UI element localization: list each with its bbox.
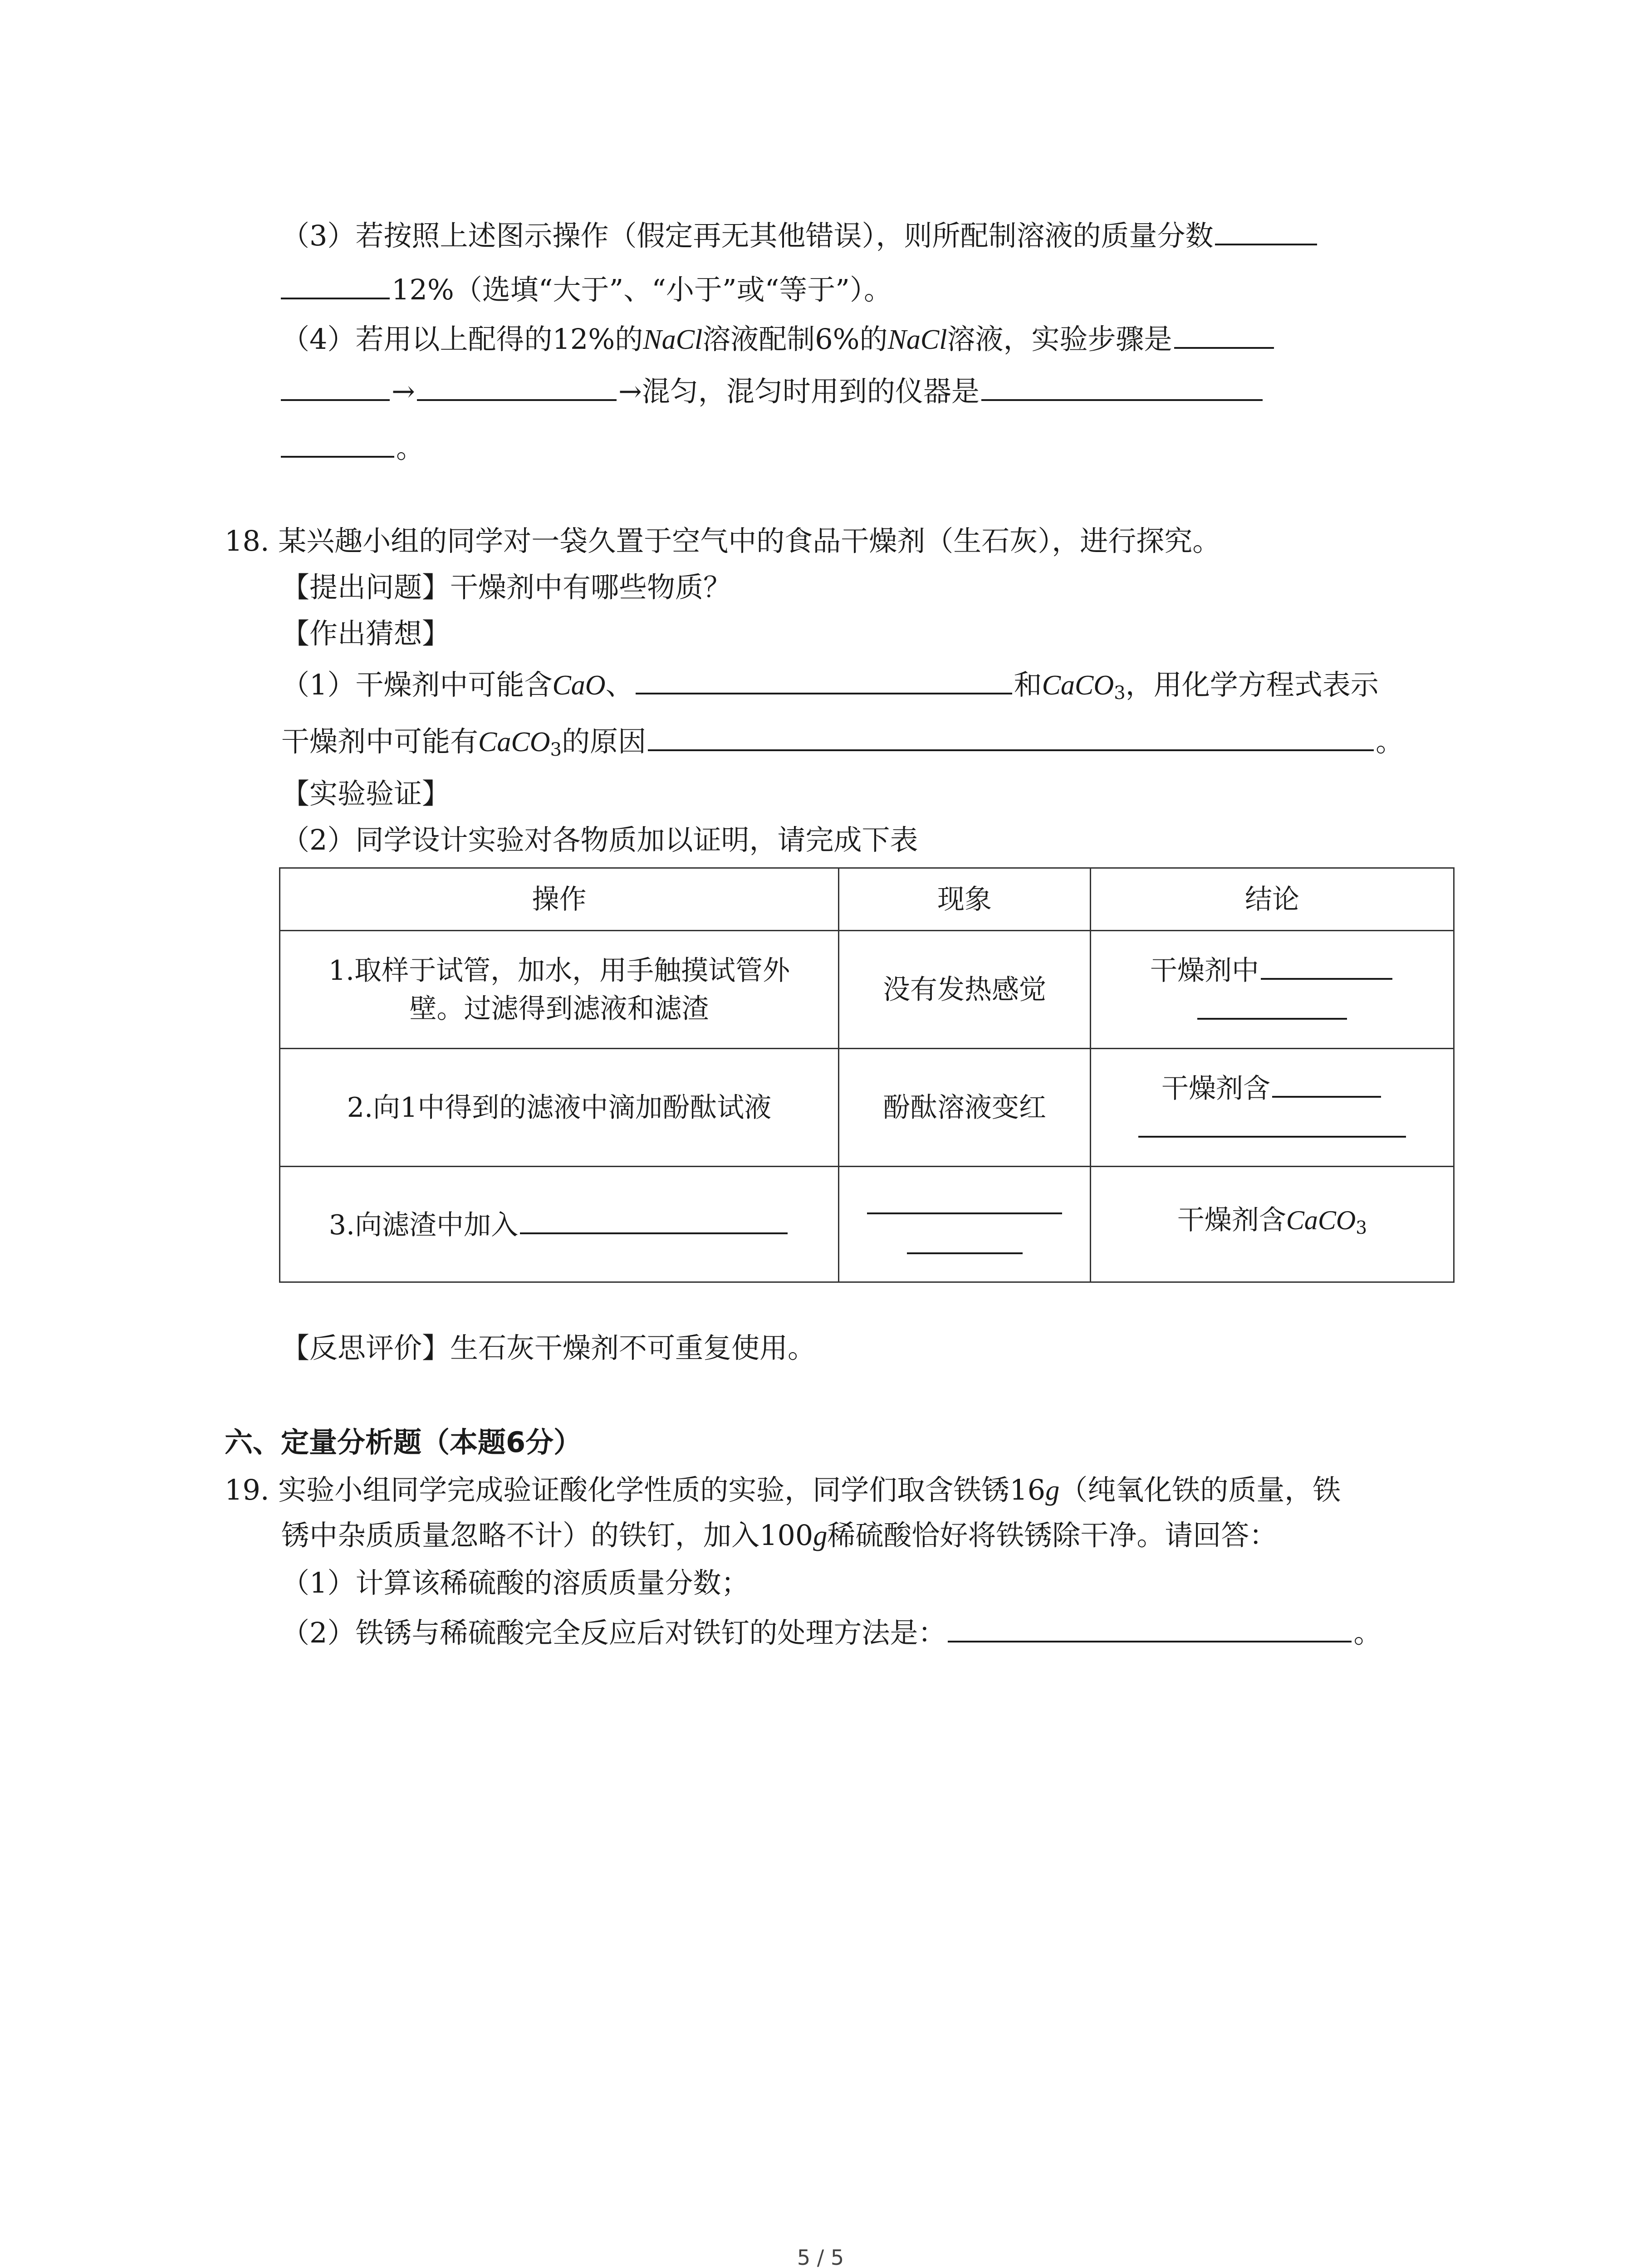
answer-blank[interactable] [907, 1224, 1023, 1254]
cell-conclusion: 干燥剂中 [1091, 931, 1454, 1049]
answer-blank[interactable] [417, 371, 617, 401]
answer-blank[interactable] [281, 428, 394, 458]
table-row [280, 1167, 1454, 1282]
cell-operation: 1.取样于试管，加水，用手触摸试管外 壁。过滤得到滤液和滤渣 [280, 931, 839, 1049]
cell-phenomenon: 没有发热感觉 [839, 931, 1091, 1049]
q18-part1-line1: （1）干燥剂中可能含CaO、 和CaCO$_3$，用化学方程式表示 [281, 665, 1379, 711]
cell-operation: 3.向滤渣中加入 [280, 1167, 839, 1282]
cell-conclusion: 干燥剂含CaCO$_3$ [1091, 1167, 1454, 1282]
answer-blank[interactable] [948, 1613, 1352, 1642]
q18-ask: 【提出问题】干燥剂中有哪些物质？ [281, 571, 732, 604]
page-number: 5 / 5 [797, 2245, 844, 2268]
cell-operation: 2.向1中得到的滤液中滴加酚酞试液 [280, 1049, 839, 1167]
cell-conclusion: 干燥剂含 [1091, 1049, 1454, 1167]
answer-blank[interactable] [1138, 1108, 1406, 1138]
answer-blank[interactable] [1197, 990, 1347, 1020]
answer-blank[interactable] [981, 371, 1263, 401]
answer-blank[interactable] [648, 721, 1374, 751]
q18-part2: （2）同学设计实验对各物质加以证明，请完成下表 [281, 823, 918, 856]
q17-part4-line2: → →混匀，混匀时用到的仪器是 [279, 371, 1264, 410]
q18-guess: 【作出猜想】 [281, 617, 451, 650]
q17-part4-line1: （4）若用以上配得的12%的NaCl溶液配制6%的NaCl溶液，实验步骤是 [281, 319, 1276, 358]
q17-part4-line3: 。 [279, 428, 424, 466]
answer-blank[interactable] [520, 1204, 788, 1234]
answer-blank[interactable] [1215, 215, 1317, 245]
q17-part3-line2: 12%（选填“大于”、“小于”或“等于”）。 [279, 269, 892, 308]
q17-part3-line1: （3）若按照上述图示操作（假定再无其他错误），则所配制溶液的质量分数 [281, 215, 1319, 254]
q18-verify: 【实验验证】 [281, 777, 451, 810]
answer-blank[interactable] [281, 371, 390, 401]
answer-blank[interactable] [1272, 1068, 1381, 1098]
answer-blank[interactable] [1261, 950, 1392, 980]
cell-phenomenon [839, 1167, 1091, 1282]
header-conclusion: 结论 [1091, 868, 1454, 931]
header-phenomenon: 现象 [839, 868, 1091, 931]
q19-part1: （1）计算该稀硫酸的溶质质量分数； [281, 1566, 749, 1599]
table-row [280, 1049, 1454, 1167]
q18-part1-line2: 干燥剂中可能有CaCO$_3$的原因 。 [281, 721, 1404, 768]
q18-reflect: 【反思评价】生石灰干燥剂不可重复使用。 [281, 1331, 816, 1364]
answer-blank[interactable] [636, 665, 1012, 694]
answer-blank[interactable] [1174, 319, 1274, 349]
q19-line1: 19. 实验小组同学完成验证酸化学性质的实验，同学们取含铁锈16g（纯氧化铁的质量，铁 [225, 1473, 1341, 1506]
header-operation: 操作 [280, 868, 839, 931]
q19-part2: （2）铁锈与稀硫酸完全反应后对铁钉的处理方法是： 。 [281, 1613, 1381, 1651]
table-header-row [280, 868, 1454, 931]
answer-blank[interactable] [867, 1184, 1062, 1214]
cell-phenomenon: 酚酞溶液变红 [839, 1049, 1091, 1167]
q19-line2: 锈中杂质质量忽略不计）的铁钉，加入100g稀硫酸恰好将铁锈除干净。请回答： [281, 1519, 1278, 1552]
experiment-table [279, 867, 1455, 1283]
answer-blank[interactable] [281, 269, 390, 299]
q18-intro: 18. 某兴趣小组的同学对一袋久置于空气中的食品干燥剂（生石灰），进行探究。 [225, 524, 1221, 557]
section-title: 六、定量分析题（本题6分） [225, 1426, 582, 1459]
table-row [280, 931, 1454, 1049]
